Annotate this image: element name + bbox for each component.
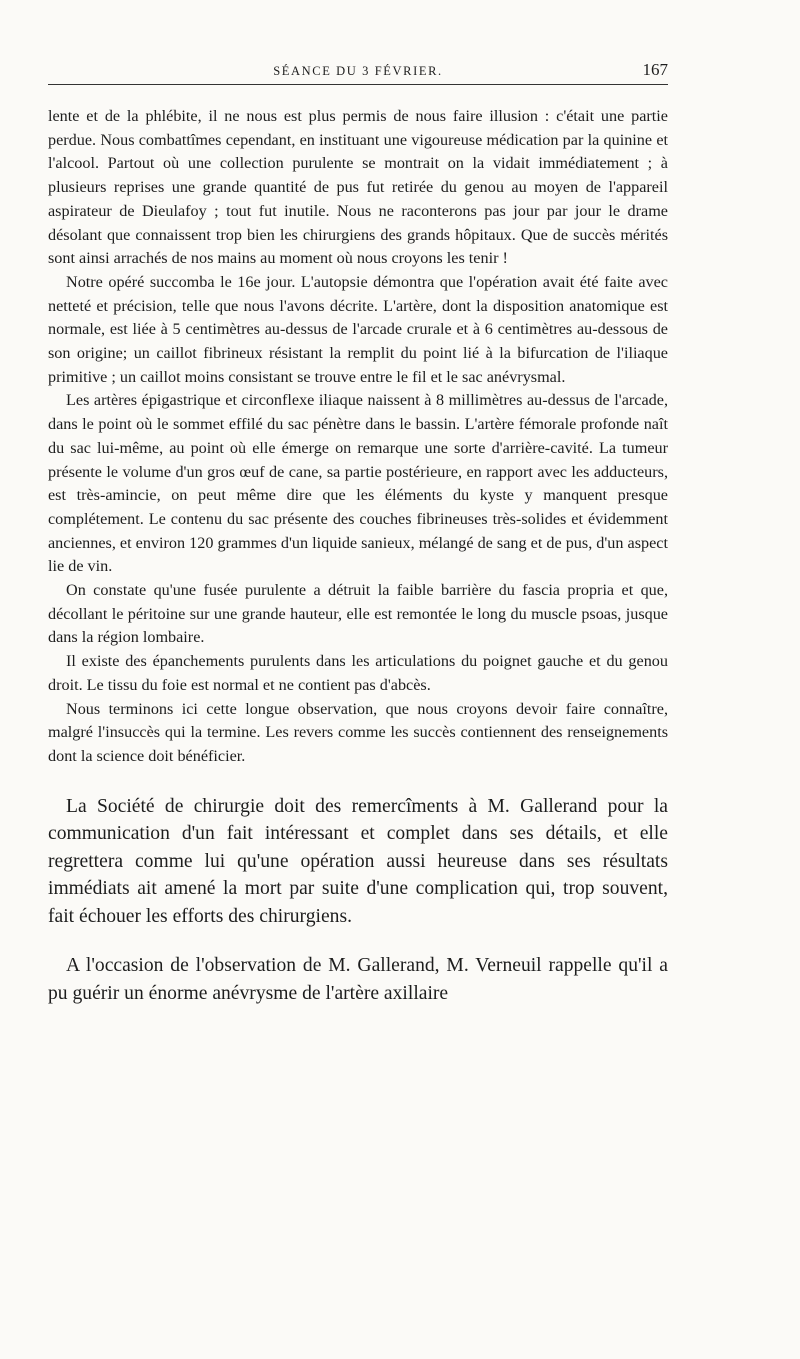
commentary-text	[48, 793, 668, 1008]
paragraph: Nous terminons ici cette longue observation, que nous croyons devoir faire connaître, malgré l'insuccès qui la termine. Les revers comme les succès contiennent des renseignements dont la science doit bénéficier.	[48, 699, 668, 765]
paragraph: lente et de la phlébite, il ne nous est plus permis de nous faire illusion : c'était une partie perdue. Nous combattîmes cependant, en instituant une vigoureuse médication par la quinine et l'alcool. Partout où une collection purulente se montrait on la vidait immédiatement ; à plusieurs reprises une grande quantité de pus fut retirée du genou au moyen de l'appareil aspirateur de Dieulafoy ; tout fut inutile. Nous ne raconterons pas jour par jour le drame désolant que connaissent trop bien les chirurgiens des grands hôpitaux. Que de succès mérités sont ainsi arrachés de nos mains au moment où nous croyons les tenir !	[48, 107, 668, 268]
observation-text	[48, 105, 668, 769]
paragraph: Les artères épigastrique et circonflexe iliaque naissent à 8 millimètres au-dessus de l'arcade, dans le point où le sommet effilé du sac pénètre dans le bassin. L'artère fémorale profonde naît du sac lui-même, au point où elle émerge on remarque une sorte d'arrière-cavité. La tumeur présente le volume d'un gros œuf de cane, sa partie postérieure, en rapport avec les adducteurs, est très-amincie, on peut même dire que les éléments du kyste y manquent presque complétement. Le contenu du sac présente des couches fibrineuses très-solides et évidemment anciennes, et environ 120 grammes d'un liquide sanieux, mélangé de sang et de pus, d'un aspect lie de vin.	[48, 391, 668, 576]
paragraph: Notre opéré succomba le 16e jour. L'autopsie démontra que l'opération avait été faite avec netteté et précision, telle que nous l'avons décrite. L'artère, dont la disposition anatomique est normale, est liée à 5 centimètres au-dessus de l'arcade crurale et à 6 centimètres au-dessous de son origine; un caillot fibrineux résistant la remplit du point lié à la bifurcation de l'iliaque primitive ; un caillot moins consistant se trouve entre le fil et le sac anévrysmal.	[48, 272, 668, 386]
running-title: SÉANCE DU 3 FÉVRIER.	[273, 64, 443, 78]
paragraph: A l'occasion de l'observation de M. Gallerand, M. Verneuil rappelle qu'il a pu guérir un énorme anévrysme de l'artère axillaire	[48, 955, 668, 1004]
book-page	[48, 58, 668, 1029]
paragraph: On constate qu'une fusée purulente a détruit la faible barrière du fascia propria et que, décollant le péritoine sur une grande hauteur, elle est remontée le long du muscle psoas, jusque dans la région lombaire.	[48, 581, 668, 647]
paragraph: La Société de chirurgie doit des remercîments à M. Gallerand pour la communication d'un fait intéressant et complet dans ses détails, et elle regrettera comme lui qu'une opération aussi heureuse dans ses résultats immédiats ait amené la mort par suite d'une complication qui, trop souvent, fait échouer les efforts des chirurgiens.	[48, 795, 668, 927]
paragraph: Il existe des épanchements purulents dans les articulations du poignet gauche et du genou droit. Le tissu du foie est normal et ne contient pas d'abcès.	[48, 652, 668, 694]
page-number: 167	[642, 60, 668, 79]
running-head	[48, 58, 668, 85]
